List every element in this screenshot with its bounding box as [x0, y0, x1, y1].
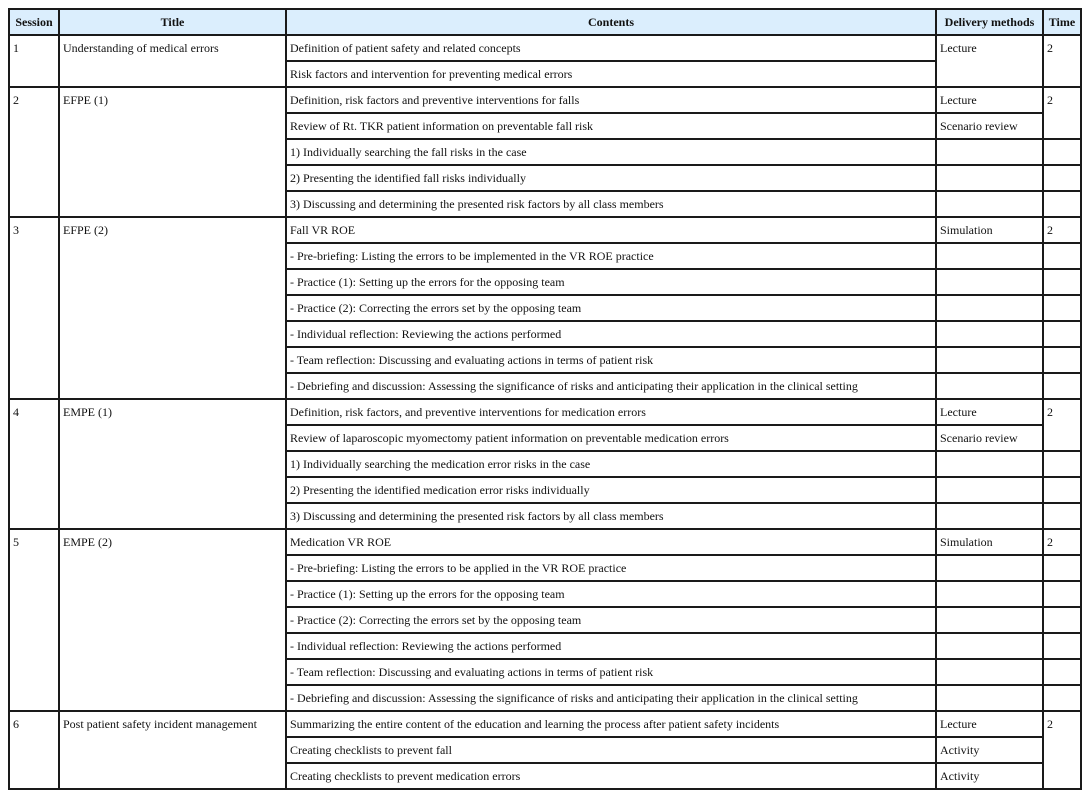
table-row — [9, 399, 1081, 425]
content-cell: 2) Presenting the identified medication error risks individually — [286, 477, 936, 503]
table-row — [9, 711, 1081, 737]
delivery-method-cell: Lecture — [936, 711, 1043, 737]
delivery-method-cell — [936, 581, 1043, 607]
content-cell: Review of laparoscopic myomectomy patient information on preventable medication errors — [286, 425, 936, 451]
content-cell: Creating checklists to prevent fall — [286, 737, 936, 763]
session-number: 4 — [9, 399, 59, 529]
time-cell-empty — [1043, 607, 1081, 633]
delivery-method-cell — [936, 139, 1043, 165]
time-cell-empty — [1043, 295, 1081, 321]
delivery-method-cell — [936, 451, 1043, 477]
delivery-method-cell: Scenario review — [936, 425, 1043, 451]
time-cell-empty — [1043, 581, 1081, 607]
table-row — [9, 35, 1081, 61]
time-cell-empty — [1043, 503, 1081, 529]
time-cell-empty — [1043, 165, 1081, 191]
delivery-method-cell — [936, 243, 1043, 269]
session-number: 6 — [9, 711, 59, 789]
content-cell: - Debriefing and discussion: Assessing the significance of risks and anticipating their application in the clinical setting — [286, 373, 936, 399]
time-cell: 2 — [1043, 87, 1081, 139]
content-cell: - Individual reflection: Reviewing the actions performed — [286, 321, 936, 347]
session-title: EFPE (2) — [59, 217, 286, 399]
delivery-method-cell — [936, 295, 1043, 321]
content-cell: Risk factors and intervention for preventing medical errors — [286, 61, 936, 87]
session-title: Understanding of medical errors — [59, 35, 286, 87]
session-title: EFPE (1) — [59, 87, 286, 217]
delivery-method-cell: Lecture — [936, 399, 1043, 425]
header-title: Title — [59, 9, 286, 35]
time-cell-empty — [1043, 243, 1081, 269]
time-cell-empty — [1043, 347, 1081, 373]
delivery-method-cell — [936, 685, 1043, 711]
session-title: Post patient safety incident management — [59, 711, 286, 789]
delivery-method-cell — [936, 555, 1043, 581]
delivery-method-cell: Activity — [936, 763, 1043, 789]
content-cell: Creating checklists to prevent medication errors — [286, 763, 936, 789]
delivery-method-cell — [936, 503, 1043, 529]
time-cell: 2 — [1043, 35, 1081, 87]
time-cell-empty — [1043, 659, 1081, 685]
session-number: 2 — [9, 87, 59, 217]
table-body — [9, 35, 1081, 789]
content-cell: - Debriefing and discussion: Assessing the significance of risks and anticipating their application in the clinical setting — [286, 685, 936, 711]
delivery-method-cell — [936, 633, 1043, 659]
table-header — [9, 9, 1081, 35]
content-cell: Medication VR ROE — [286, 529, 936, 555]
content-cell: 3) Discussing and determining the presented risk factors by all class members — [286, 503, 936, 529]
content-cell: - Individual reflection: Reviewing the actions performed — [286, 633, 936, 659]
delivery-method-cell: Activity — [936, 737, 1043, 763]
content-cell: - Practice (1): Setting up the errors for the opposing team — [286, 581, 936, 607]
delivery-method-cell — [936, 659, 1043, 685]
delivery-method-cell — [936, 269, 1043, 295]
delivery-method-cell — [936, 347, 1043, 373]
content-cell: Fall VR ROE — [286, 217, 936, 243]
content-cell: - Team reflection: Discussing and evaluating actions in terms of patient risk — [286, 347, 936, 373]
time-cell-empty — [1043, 685, 1081, 711]
time-cell-empty — [1043, 555, 1081, 581]
time-cell-empty — [1043, 477, 1081, 503]
curriculum-table — [8, 8, 1082, 790]
header-contents: Contents — [286, 9, 936, 35]
content-cell: 1) Individually searching the fall risks in the case — [286, 139, 936, 165]
content-cell: Review of Rt. TKR patient information on preventable fall risk — [286, 113, 936, 139]
delivery-method-cell — [936, 191, 1043, 217]
table-container — [8, 8, 1082, 790]
header-delivery-methods: Delivery methods — [936, 9, 1043, 35]
content-cell: Definition, risk factors and preventive interventions for falls — [286, 87, 936, 113]
content-cell: - Practice (2): Correcting the errors set by the opposing team — [286, 607, 936, 633]
content-cell: Summarizing the entire content of the education and learning the process after patient safety incidents — [286, 711, 936, 737]
table-row — [9, 529, 1081, 555]
time-cell: 2 — [1043, 711, 1081, 789]
table-row — [9, 217, 1081, 243]
delivery-method-cell: Simulation — [936, 217, 1043, 243]
delivery-method-cell — [936, 373, 1043, 399]
header-time: Time — [1043, 9, 1081, 35]
content-cell: 3) Discussing and determining the presented risk factors by all class members — [286, 191, 936, 217]
time-cell: 2 — [1043, 529, 1081, 555]
delivery-method-cell — [936, 321, 1043, 347]
content-cell: - Practice (2): Correcting the errors set by the opposing team — [286, 295, 936, 321]
delivery-method-cell — [936, 607, 1043, 633]
delivery-method-cell: Lecture — [936, 35, 1043, 87]
delivery-method-cell: Simulation — [936, 529, 1043, 555]
table-row — [9, 87, 1081, 113]
time-cell-empty — [1043, 373, 1081, 399]
time-cell: 2 — [1043, 217, 1081, 243]
delivery-method-cell: Scenario review — [936, 113, 1043, 139]
session-number: 5 — [9, 529, 59, 711]
content-cell: - Team reflection: Discussing and evaluating actions in terms of patient risk — [286, 659, 936, 685]
content-cell: - Pre-briefing: Listing the errors to be applied in the VR ROE practice — [286, 555, 936, 581]
time-cell-empty — [1043, 139, 1081, 165]
content-cell: Definition of patient safety and related concepts — [286, 35, 936, 61]
time-cell-empty — [1043, 451, 1081, 477]
delivery-method-cell: Lecture — [936, 87, 1043, 113]
content-cell: 2) Presenting the identified fall risks individually — [286, 165, 936, 191]
time-cell: 2 — [1043, 399, 1081, 451]
delivery-method-cell — [936, 165, 1043, 191]
header-row — [9, 9, 1081, 35]
content-cell: - Pre-briefing: Listing the errors to be implemented in the VR ROE practice — [286, 243, 936, 269]
time-cell-empty — [1043, 191, 1081, 217]
time-cell-empty — [1043, 321, 1081, 347]
session-title: EMPE (1) — [59, 399, 286, 529]
content-cell: - Practice (1): Setting up the errors for the opposing team — [286, 269, 936, 295]
delivery-method-cell — [936, 477, 1043, 503]
content-cell: Definition, risk factors, and preventive interventions for medication errors — [286, 399, 936, 425]
content-cell: 1) Individually searching the medication error risks in the case — [286, 451, 936, 477]
header-session: Session — [9, 9, 59, 35]
time-cell-empty — [1043, 633, 1081, 659]
time-cell-empty — [1043, 269, 1081, 295]
session-number: 3 — [9, 217, 59, 399]
session-number: 1 — [9, 35, 59, 87]
session-title: EMPE (2) — [59, 529, 286, 711]
